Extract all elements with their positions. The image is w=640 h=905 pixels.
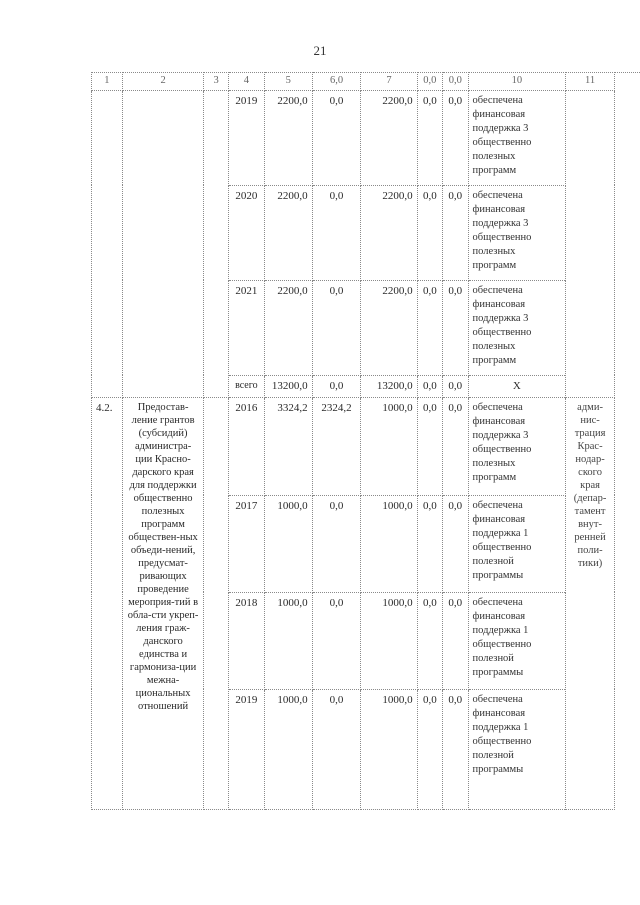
year-cell: 2019	[228, 90, 264, 185]
total-amount-cell: 2200,0	[264, 280, 312, 375]
result-cell: обеспечена финансовая поддержка 3 общественно полезных программ	[468, 397, 566, 495]
local-amount-cell: 0,0	[417, 280, 442, 375]
federal-amount-cell: 0,0	[312, 375, 361, 397]
other-amount-cell: 0,0	[443, 185, 468, 280]
measure-number-cell: 4.2.	[92, 397, 123, 809]
total-amount-cell: 1000,0	[264, 689, 312, 809]
page-number: 21	[313, 43, 327, 58]
total-amount-cell: 3324,2	[264, 397, 312, 495]
header-cell: 3	[204, 73, 228, 91]
year-cell: 2019	[228, 689, 264, 809]
federal-amount-cell: 2324,2	[312, 397, 361, 495]
header-cell: 6,0	[312, 73, 361, 91]
federal-amount-cell: 0,0	[312, 90, 361, 185]
header-cell: 4	[228, 73, 264, 91]
header-row	[92, 73, 615, 91]
continuation-number-cell	[92, 90, 123, 397]
program-table	[91, 72, 615, 810]
other-amount-cell: 0,0	[443, 280, 468, 375]
continuation-measure-cell	[122, 90, 204, 397]
result-cell: X	[468, 375, 566, 397]
header-cell: 2	[122, 73, 204, 91]
federal-amount-cell: 0,0	[312, 495, 361, 592]
year-cell: 2018	[228, 592, 264, 689]
total-amount-cell: 2200,0	[264, 185, 312, 280]
result-cell: обеспечена финансовая поддержка 3 общественно полезных программ	[468, 90, 566, 185]
local-amount-cell: 0,0	[417, 495, 442, 592]
local-amount-cell: 0,0	[417, 185, 442, 280]
header-cell: 0,0	[417, 73, 442, 91]
other-amount-cell: 0,0	[443, 495, 468, 592]
local-amount-cell: 0,0	[417, 397, 442, 495]
other-amount-cell: 0,0	[443, 689, 468, 809]
header-cell: 11	[566, 73, 615, 91]
header-cell: 0,0	[443, 73, 468, 91]
regional-amount-cell: 2200,0	[361, 280, 417, 375]
regional-amount-cell: 2200,0	[361, 90, 417, 185]
header-cell: 10	[468, 73, 566, 91]
result-cell: обеспечена финансовая поддержка 3 общественно полезных программ	[468, 280, 566, 375]
measure-description-cell: Предостав-ление грантов (субсидий) администра-ции Красно-дарского края для поддержки общественно полезных программ обществен-ных объеди-нений, предусмат-ривающих проведение мероприя-тий в обла-сти укреп-ления граж-данского единства и гармониза-ции межна-циональных отношений	[122, 397, 204, 809]
responsible-cell: адми-нис-трация Крас-нодар-ского края (депар-тамент внут-ренней поли-тики)	[566, 397, 615, 809]
header-cell: 5	[264, 73, 312, 91]
total-amount-cell: 2200,0	[264, 90, 312, 185]
total-amount-cell: 13200,0	[264, 375, 312, 397]
continuation-responsible-cell	[566, 90, 615, 397]
federal-amount-cell: 0,0	[312, 185, 361, 280]
total-label-cell: всего	[228, 375, 264, 397]
year-cell: 2017	[228, 495, 264, 592]
other-amount-cell: 0,0	[443, 592, 468, 689]
year-cell: 2020	[228, 185, 264, 280]
local-amount-cell: 0,0	[417, 689, 442, 809]
other-amount-cell: 0,0	[443, 90, 468, 185]
result-cell: обеспечена финансовая поддержка 1 общественно полезной программы	[468, 592, 566, 689]
table-row	[92, 90, 615, 185]
other-amount-cell: 0,0	[443, 397, 468, 495]
header-cell: 1	[92, 73, 123, 91]
regional-amount-cell: 1000,0	[361, 495, 417, 592]
col3-cell	[204, 397, 228, 809]
federal-amount-cell: 0,0	[312, 280, 361, 375]
year-cell: 2016	[228, 397, 264, 495]
federal-amount-cell: 0,0	[312, 592, 361, 689]
table-edge-line	[615, 72, 640, 91]
total-amount-cell: 1000,0	[264, 495, 312, 592]
federal-amount-cell: 0,0	[312, 689, 361, 809]
regional-amount-cell: 1000,0	[361, 397, 417, 495]
year-cell: 2021	[228, 280, 264, 375]
header-cell: 7	[361, 73, 417, 91]
regional-amount-cell: 2200,0	[361, 185, 417, 280]
continuation-col3-cell	[204, 90, 228, 397]
total-amount-cell: 1000,0	[264, 592, 312, 689]
regional-amount-cell: 1000,0	[361, 592, 417, 689]
result-cell: обеспечена финансовая поддержка 3 общественно полезных программ	[468, 185, 566, 280]
local-amount-cell: 0,0	[417, 375, 442, 397]
regional-amount-cell: 13200,0	[361, 375, 417, 397]
table-row	[92, 397, 615, 495]
local-amount-cell: 0,0	[417, 90, 442, 185]
result-cell: обеспечена финансовая поддержка 1 общественно полезной программы	[468, 495, 566, 592]
other-amount-cell: 0,0	[443, 375, 468, 397]
result-cell: обеспечена финансовая поддержка 1 общественно полезной программы	[468, 689, 566, 809]
local-amount-cell: 0,0	[417, 592, 442, 689]
regional-amount-cell: 1000,0	[361, 689, 417, 809]
